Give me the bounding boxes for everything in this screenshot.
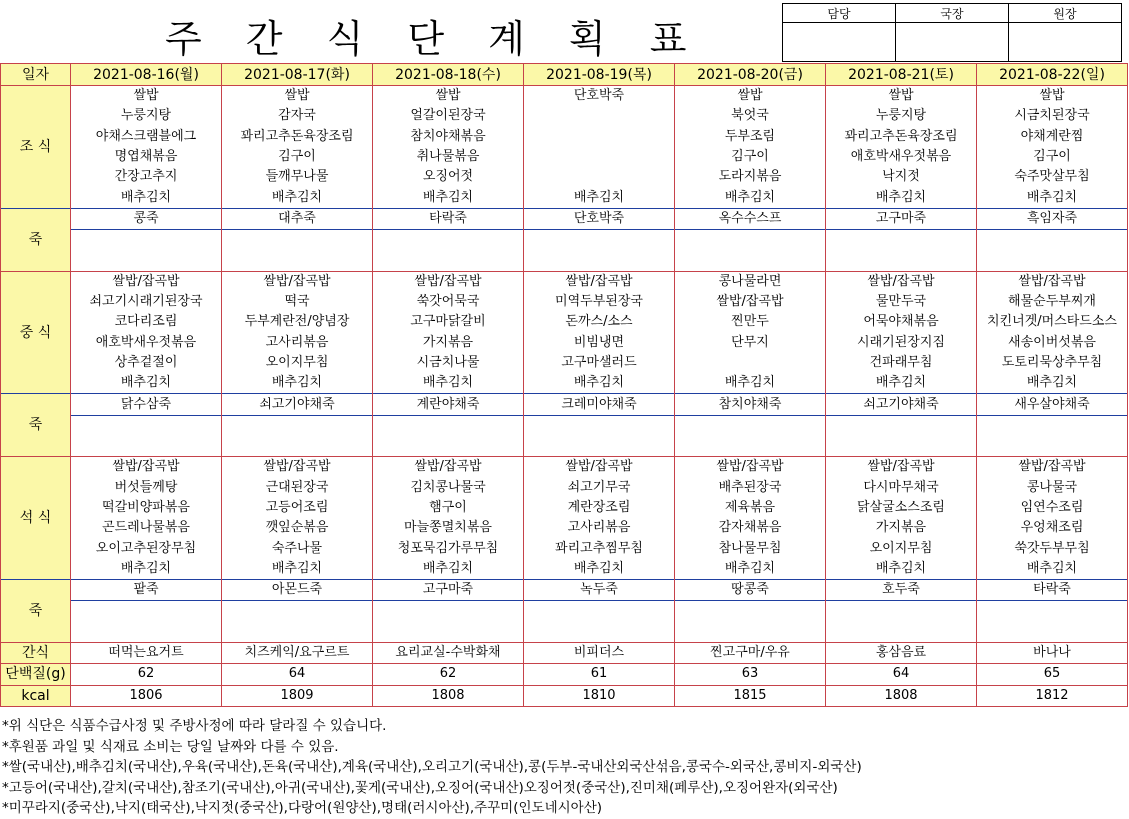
kcal-value: 1808 [826, 685, 977, 706]
menu-item: 쌀밥/잡곡밥 [977, 271, 1128, 292]
note-line: *쌀(국내산),배추김치(국내산),우육(국내산),돈육(국내산),계육(국내산),오리고기(국내산),콩(두부-국내산외국산섞음,콩국수-외국산,콩비지-외국산) [2, 759, 862, 776]
kcal-value: 1808 [373, 685, 524, 706]
menu-item: 제육볶음 [675, 498, 826, 518]
menu-item: 쌀밥/잡곡밥 [675, 292, 826, 312]
date-header: 2021-08-17(화) [222, 64, 373, 86]
menu-item: 쌀밥/잡곡밥 [524, 457, 675, 478]
menu-item: 쑥갓두부무침 [977, 539, 1128, 559]
menu-item: 배추김치 [373, 187, 524, 208]
menu-item: 꽈리고추돈육장조림 [222, 127, 373, 147]
menu-item: 배추김치 [222, 187, 373, 208]
blank-cell [977, 250, 1128, 271]
blank-cell [222, 230, 373, 251]
menu-item: 쌀밥/잡곡밥 [71, 271, 222, 292]
menu-item: 누룽지탕 [826, 106, 977, 126]
menu-item: 단무지 [675, 333, 826, 353]
lunch-menu-row [1, 312, 1128, 332]
menu-item: 두부조림 [675, 127, 826, 147]
menu-item: 배추김치 [524, 559, 675, 580]
menu-item: 찐만두 [675, 312, 826, 332]
menu-item: 꽈리고추찜무침 [524, 539, 675, 559]
menu-item: 돈까스/소스 [524, 312, 675, 332]
menu-item: 취나물볶음 [373, 147, 524, 167]
menu-item: 야채계란찜 [977, 127, 1128, 147]
porridge-item: 계란야채죽 [373, 394, 524, 415]
menu-item: 떡국 [222, 292, 373, 312]
menu-item: 오징어젓 [373, 167, 524, 187]
porridge-item: 닭수삼죽 [71, 394, 222, 415]
breakfast-blank-row [1, 230, 1128, 251]
menu-item: 명엽채볶음 [71, 147, 222, 167]
blank-cell [222, 436, 373, 457]
menu-item: 참치야채볶음 [373, 127, 524, 147]
approval-label-head: 원장 [1009, 4, 1122, 23]
menu-item: 간장고추지 [71, 167, 222, 187]
menu-item: 시금치나물 [373, 353, 524, 373]
page-title: 주 간 식 단 계 획 표 [165, 17, 703, 61]
blank-cell [71, 436, 222, 457]
dinner-menu-row [1, 518, 1128, 538]
lunch-menu-row [1, 373, 1128, 394]
blank-cell [71, 601, 222, 622]
menu-item: 쌀밥/잡곡밥 [675, 457, 826, 478]
menu-item: 다시마무채국 [826, 478, 977, 498]
menu-item: 고등어조림 [222, 498, 373, 518]
menu-item: 배추김치 [977, 187, 1128, 208]
porridge-item: 흑임자죽 [977, 208, 1128, 229]
snack-row [1, 643, 1128, 664]
blank-cell [826, 415, 977, 436]
menu-item: 애호박새우젓볶음 [71, 333, 222, 353]
menu-item: 버섯들께탕 [71, 478, 222, 498]
menu-item: 김구이 [977, 147, 1128, 167]
menu-item: 참나물무침 [675, 539, 826, 559]
date-header: 2021-08-19(목) [524, 64, 675, 86]
porridge-item: 아몬드죽 [222, 580, 373, 601]
menu-item: 배추김치 [826, 187, 977, 208]
date-header: 2021-08-22(일) [977, 64, 1128, 86]
blank-cell [524, 601, 675, 622]
menu-item: 곤드레나물볶음 [71, 518, 222, 538]
menu-item: 배추김치 [222, 373, 373, 394]
approval-sign-manager[interactable] [783, 23, 896, 62]
blank-cell [977, 230, 1128, 251]
menu-item: 김치콩나물국 [373, 478, 524, 498]
porridge-item: 새우살야채죽 [977, 394, 1128, 415]
approval-sign-head[interactable] [1009, 23, 1122, 62]
menu-item: 상추겉절이 [71, 353, 222, 373]
snack-item: 홍삼음료 [826, 643, 977, 664]
menu-item [524, 147, 675, 167]
menu-item: 쌀밥/잡곡밥 [826, 457, 977, 478]
porridge-item: 땅콩죽 [675, 580, 826, 601]
porridge-item: 참치야채죽 [675, 394, 826, 415]
breakfast-menu-row [1, 86, 1128, 107]
menu-item: 고구마샐러드 [524, 353, 675, 373]
lunch-label: 중 식 [1, 271, 71, 394]
menu-item: 치킨너겟/머스타드소스 [977, 312, 1128, 332]
menu-item: 고사리볶음 [222, 333, 373, 353]
menu-item: 시금치된장국 [977, 106, 1128, 126]
blank-cell [524, 436, 675, 457]
blank-cell [373, 250, 524, 271]
snack-item: 요리교실-수박화채 [373, 643, 524, 664]
porridge-item: 단호박죽 [524, 208, 675, 229]
porridge-item: 콩죽 [71, 208, 222, 229]
kcal-value: 1809 [222, 685, 373, 706]
blank-cell [977, 622, 1128, 643]
menu-item: 누룽지탕 [71, 106, 222, 126]
blank-cell [826, 622, 977, 643]
menu-item: 닭살굴소스조림 [826, 498, 977, 518]
menu-item: 김구이 [675, 147, 826, 167]
approval-label-manager: 담당 [783, 4, 896, 23]
blank-cell [71, 250, 222, 271]
menu-item [675, 353, 826, 373]
blank-cell [826, 230, 977, 251]
menu-item: 물만두국 [826, 292, 977, 312]
porridge-item: 크레미야채죽 [524, 394, 675, 415]
menu-item: 새송이버섯볶음 [977, 333, 1128, 353]
breakfast-label: 조 식 [1, 86, 71, 209]
menu-item: 가지볶음 [826, 518, 977, 538]
breakfast-menu-row [1, 127, 1128, 147]
menu-item: 배추김치 [222, 559, 373, 580]
menu-item: 배추된장국 [675, 478, 826, 498]
date-header: 2021-08-21(토) [826, 64, 977, 86]
approval-sign-director[interactable] [896, 23, 1009, 62]
blank-cell [675, 436, 826, 457]
protein-value: 62 [373, 664, 524, 685]
menu-item: 북엇국 [675, 106, 826, 126]
kcal-value: 1806 [71, 685, 222, 706]
blank-cell [373, 601, 524, 622]
porridge-item: 고구마죽 [826, 208, 977, 229]
lunch-porridge-label: 죽 [1, 394, 71, 457]
notes [2, 716, 862, 819]
dinner-menu-row [1, 457, 1128, 478]
kcal-value: 1810 [524, 685, 675, 706]
menu-item: 콩나물라면 [675, 271, 826, 292]
snack-label: 간식 [1, 643, 71, 664]
menu-item: 숙주맛살무침 [977, 167, 1128, 187]
menu-item: 쌀밥/잡곡밥 [373, 271, 524, 292]
menu-item: 배추김치 [675, 187, 826, 208]
breakfast-menu-row [1, 187, 1128, 208]
menu-item: 임연수조림 [977, 498, 1128, 518]
menu-item: 배추김치 [71, 187, 222, 208]
protein-label: 단백질(g) [1, 664, 71, 685]
breakfast-menu-row [1, 106, 1128, 126]
note-line: *위 식단은 식품수급사정 및 주방사정에 따라 달라질 수 있습니다. [2, 718, 387, 734]
menu-item: 쌀밥 [373, 86, 524, 107]
blank-cell [675, 601, 826, 622]
menu-item: 쌀밥/잡곡밥 [524, 271, 675, 292]
kcal-label: kcal [1, 685, 71, 706]
menu-item: 배추김치 [977, 373, 1128, 394]
blank-cell [977, 601, 1128, 622]
blank-cell [222, 622, 373, 643]
menu-item: 쌀밥/잡곡밥 [977, 457, 1128, 478]
menu-item: 어묵야채볶음 [826, 312, 977, 332]
breakfast-menu-row [1, 147, 1128, 167]
dinner-label: 석 식 [1, 457, 71, 580]
menu-item: 고사리볶음 [524, 518, 675, 538]
blank-cell [373, 436, 524, 457]
menu-item: 콩나물국 [977, 478, 1128, 498]
menu-item: 오이지무침 [222, 353, 373, 373]
menu-item: 쇠고기시래기된장국 [71, 292, 222, 312]
dinner-menu-row [1, 498, 1128, 518]
menu-item: 오이고추된장무침 [71, 539, 222, 559]
menu-item [524, 167, 675, 187]
menu-item: 근대된장국 [222, 478, 373, 498]
protein-row [1, 664, 1128, 685]
menu-item: 시래기된장지짐 [826, 333, 977, 353]
lunch-menu-row [1, 292, 1128, 312]
lunch-menu-row [1, 353, 1128, 373]
breakfast-porridge-row [1, 208, 1128, 229]
blank-cell [373, 415, 524, 436]
blank-cell [675, 415, 826, 436]
blank-cell [71, 415, 222, 436]
breakfast-menu-row [1, 167, 1128, 187]
porridge-item: 타락죽 [373, 208, 524, 229]
menu-item: 쌀밥 [71, 86, 222, 107]
blank-cell [524, 250, 675, 271]
header-row [1, 64, 1128, 86]
porridge-item: 쇠고기야채죽 [826, 394, 977, 415]
blank-cell [373, 230, 524, 251]
menu-item: 비빔냉면 [524, 333, 675, 353]
porridge-item: 타락죽 [977, 580, 1128, 601]
menu-item: 얼갈이된장국 [373, 106, 524, 126]
snack-item: 치즈케익/요구르트 [222, 643, 373, 664]
kcal-value: 1812 [977, 685, 1128, 706]
porridge-item: 쇠고기야채죽 [222, 394, 373, 415]
blank-cell [675, 250, 826, 271]
header-label: 일자 [1, 64, 71, 86]
snack-item: 찐고구마/우유 [675, 643, 826, 664]
dinner-menu-row [1, 539, 1128, 559]
protein-value: 61 [524, 664, 675, 685]
lunch-porridge-row [1, 394, 1128, 415]
dinner-menu-row [1, 478, 1128, 498]
menu-item: 숙주나물 [222, 539, 373, 559]
blank-cell [977, 436, 1128, 457]
blank-cell [826, 601, 977, 622]
breakfast-porridge-label: 죽 [1, 208, 71, 271]
protein-value: 65 [977, 664, 1128, 685]
menu-table [0, 63, 1128, 707]
menu-item: 계란장조림 [524, 498, 675, 518]
menu-item: 배추김치 [373, 559, 524, 580]
menu-item: 쌀밥/잡곡밥 [222, 271, 373, 292]
menu-item: 햄구이 [373, 498, 524, 518]
menu-item: 배추김치 [71, 559, 222, 580]
menu-item: 쌀밥/잡곡밥 [222, 457, 373, 478]
blank-cell [524, 622, 675, 643]
dinner-porridge-label: 죽 [1, 580, 71, 643]
menu-item [524, 106, 675, 126]
protein-value: 64 [826, 664, 977, 685]
menu-item: 고구마닭갈비 [373, 312, 524, 332]
menu-item: 쇠고기무국 [524, 478, 675, 498]
menu-item: 감자국 [222, 106, 373, 126]
snack-item: 비피더스 [524, 643, 675, 664]
menu-item: 배추김치 [71, 373, 222, 394]
menu-item: 해물순두부찌개 [977, 292, 1128, 312]
blank-cell [373, 622, 524, 643]
menu-item: 청포묵김가루무침 [373, 539, 524, 559]
menu-item: 꽈리고추돈육장조림 [826, 127, 977, 147]
date-header: 2021-08-18(수) [373, 64, 524, 86]
dinner-blank-row [1, 622, 1128, 643]
lunch-menu-row [1, 271, 1128, 292]
date-header: 2021-08-20(금) [675, 64, 826, 86]
breakfast-blank-row [1, 250, 1128, 271]
blank-cell [675, 622, 826, 643]
blank-cell [675, 230, 826, 251]
menu-item: 배추김치 [675, 373, 826, 394]
porridge-item: 녹두죽 [524, 580, 675, 601]
menu-item: 배추김치 [826, 373, 977, 394]
menu-item: 쌀밥/잡곡밥 [826, 271, 977, 292]
menu-item: 배추김치 [373, 373, 524, 394]
lunch-menu-row [1, 333, 1128, 353]
lunch-blank-row [1, 415, 1128, 436]
protein-value: 64 [222, 664, 373, 685]
menu-item: 쑥갓어묵국 [373, 292, 524, 312]
menu-item: 감자채볶음 [675, 518, 826, 538]
blank-cell [222, 601, 373, 622]
protein-value: 63 [675, 664, 826, 685]
note-line: *미꾸라지(중국산),낙지(태국산),낙지젓(중국산),다랑어(원양산),명태(러시아산),주꾸미(인도네시아산) [2, 800, 603, 817]
menu-item: 배추김치 [524, 373, 675, 394]
porridge-item: 호두죽 [826, 580, 977, 601]
kcal-value: 1815 [675, 685, 826, 706]
menu-item: 배추김치 [524, 187, 675, 208]
menu-item: 쌀밥 [826, 86, 977, 107]
menu-item: 배추김치 [675, 559, 826, 580]
menu-item: 가지볶음 [373, 333, 524, 353]
protein-value: 62 [71, 664, 222, 685]
snack-item: 바나나 [977, 643, 1128, 664]
blank-cell [71, 622, 222, 643]
menu-item: 건파래무침 [826, 353, 977, 373]
blank-cell [826, 250, 977, 271]
blank-cell [977, 415, 1128, 436]
menu-item: 도토리묵상추무침 [977, 353, 1128, 373]
blank-cell [222, 250, 373, 271]
approval-box [782, 3, 1122, 62]
menu-item: 두부계란전/양념장 [222, 312, 373, 332]
menu-item: 쌀밥/잡곡밥 [71, 457, 222, 478]
menu-item: 들깨무나물 [222, 167, 373, 187]
dinner-porridge-row [1, 580, 1128, 601]
menu-item: 코다리조림 [71, 312, 222, 332]
blank-cell [826, 436, 977, 457]
dinner-blank-row [1, 601, 1128, 622]
menu-item: 도라지볶음 [675, 167, 826, 187]
lunch-blank-row [1, 436, 1128, 457]
blank-cell [524, 415, 675, 436]
menu-item [524, 127, 675, 147]
menu-item: 야채스크램블에그 [71, 127, 222, 147]
menu-item: 깻잎순볶음 [222, 518, 373, 538]
note-line: *고등어(국내산),갈치(국내산),참조기(국내산),아귀(국내산),꽃게(국내산),오징어(국내산)오징어젓(중국산),진미채(페루산),오징어완자(외국산) [2, 779, 838, 796]
menu-item: 떡갈비양파볶음 [71, 498, 222, 518]
menu-item: 쌀밥 [977, 86, 1128, 107]
menu-item: 단호박죽 [524, 86, 675, 107]
porridge-item: 대추죽 [222, 208, 373, 229]
blank-cell [71, 230, 222, 251]
note-line: *후원품 과일 및 식재료 소비는 당일 날짜와 다를 수 있음. [2, 738, 339, 755]
porridge-item: 옥수수스프 [675, 208, 826, 229]
menu-item: 김구이 [222, 147, 373, 167]
date-header: 2021-08-16(월) [71, 64, 222, 86]
menu-item: 낙지젓 [826, 167, 977, 187]
menu-item: 우엉채조림 [977, 518, 1128, 538]
menu-item: 쌀밥 [222, 86, 373, 107]
dinner-menu-row [1, 559, 1128, 580]
menu-item: 오이지무침 [826, 539, 977, 559]
blank-cell [524, 230, 675, 251]
menu-item: 배추김치 [977, 559, 1128, 580]
porridge-item: 팥죽 [71, 580, 222, 601]
blank-cell [222, 415, 373, 436]
kcal-row [1, 685, 1128, 706]
porridge-item: 고구마죽 [373, 580, 524, 601]
menu-item: 쌀밥/잡곡밥 [373, 457, 524, 478]
snack-item: 떠먹는요거트 [71, 643, 222, 664]
menu-item: 마늘쫑멸치볶음 [373, 518, 524, 538]
menu-item: 미역두부된장국 [524, 292, 675, 312]
menu-item: 애호박새우젓볶음 [826, 147, 977, 167]
menu-item: 쌀밥 [675, 86, 826, 107]
menu-item: 배추김치 [826, 559, 977, 580]
approval-label-director: 국장 [896, 4, 1009, 23]
